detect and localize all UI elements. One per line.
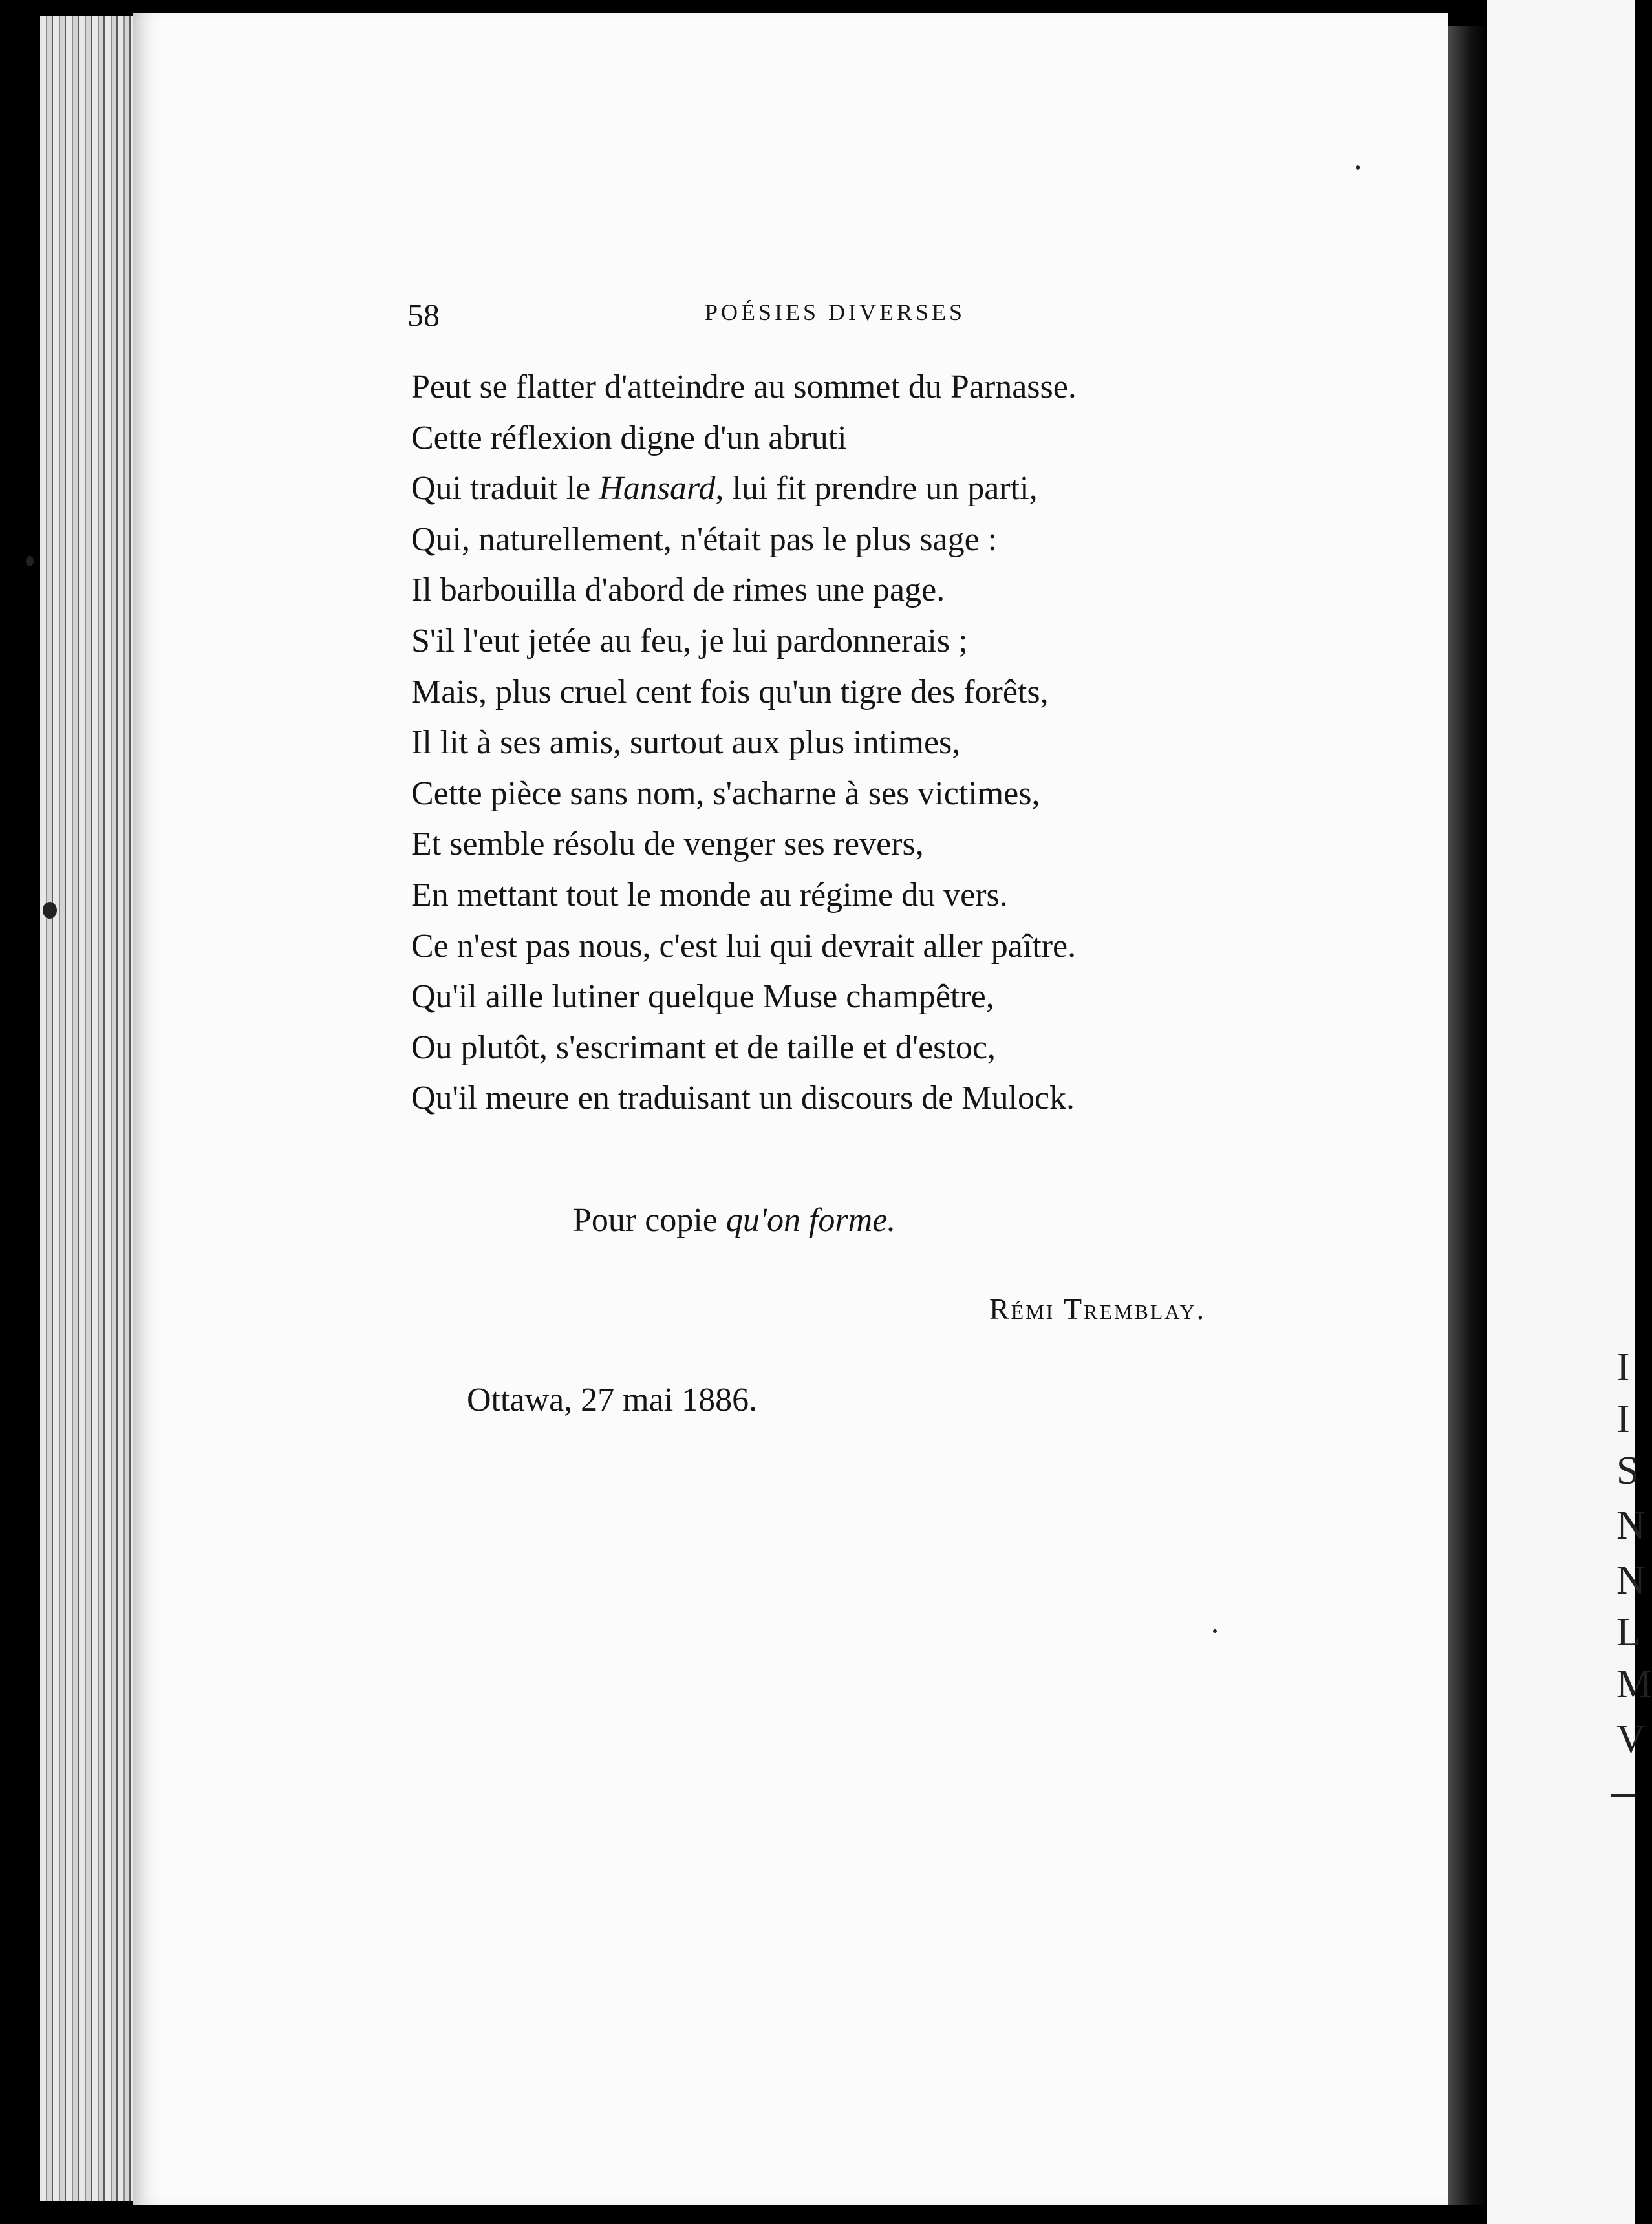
italic-title: Hansard <box>599 470 716 508</box>
verse-line: Cette réflexion digne d'un abruti <box>411 419 847 456</box>
page-number: 58 <box>407 297 440 333</box>
verse-line: Il barbouilla d'abord de rimes une page. <box>411 572 945 609</box>
facing-page-letter: N <box>1616 1504 1646 1548</box>
verse-line: Il lit à ses amis, surtout aux plus intimes, <box>411 724 961 762</box>
verse-line: En mettant tout le monde au régime du vers. <box>411 876 1008 914</box>
facing-page-letter: V <box>1616 1717 1646 1761</box>
verse-line: S'il l'eut jetée au feu, je lui pardonnerais ; <box>411 622 968 659</box>
facing-page-edge <box>1487 0 1635 2224</box>
verse-text: Qui traduit le <box>411 470 599 508</box>
verse-line: Qu'il aille lutiner quelque Muse champêtre, <box>411 978 994 1016</box>
verse-line: Mais, plus cruel cent fois qu'un tigre des forêts, <box>411 673 1049 711</box>
scan-speck <box>43 902 57 919</box>
verse-line: Et semble résolu de venger ses revers, <box>411 826 924 863</box>
scan-speck <box>1356 165 1360 170</box>
verse-line: Qui, naturellement, n'était pas le plus sage : <box>411 520 998 558</box>
binding-gutter <box>1448 26 1487 2205</box>
verse-text: , lui fit prendre un parti, <box>715 470 1038 508</box>
facing-page-letter: S <box>1616 1449 1639 1493</box>
verse-line: Peut se flatter d'atteindre au sommet du Parnasse. <box>411 369 1077 405</box>
facing-page-letter: L <box>1616 1610 1641 1654</box>
dateline: Ottawa, 27 mai 1886. <box>467 1382 758 1418</box>
copy-note <box>573 1201 896 1239</box>
facing-page-letter: M <box>1616 1662 1652 1706</box>
scan-speck <box>1213 1629 1217 1633</box>
running-head: POÉSIES DIVERSES <box>705 299 966 325</box>
facing-page-letter: I <box>1616 1397 1630 1441</box>
facing-page-letter: I <box>1616 1345 1630 1389</box>
author-signature: Rémi Tremblay. <box>989 1292 1207 1325</box>
verse-line: Ou plutôt, s'escrimant et de taille et d'estoc, <box>411 1029 996 1066</box>
verse-line <box>411 464 1316 515</box>
copy-note-italic: qu'on forme. <box>725 1202 896 1239</box>
verse-line: Qu'il meure en traduisant un discours de Mulock. <box>411 1080 1075 1117</box>
copy-note-prefix: Pour copie <box>573 1202 726 1239</box>
facing-page-letter: N <box>1616 1559 1646 1603</box>
verse-line: Ce n'est pas nous, c'est lui qui devrait aller paître. <box>411 927 1077 965</box>
facing-page-rule <box>1611 1794 1635 1797</box>
verse-line: Cette pièce sans nom, s'acharne à ses victimes, <box>411 775 1040 812</box>
poem <box>411 362 1316 1124</box>
scan-speck <box>26 556 34 566</box>
